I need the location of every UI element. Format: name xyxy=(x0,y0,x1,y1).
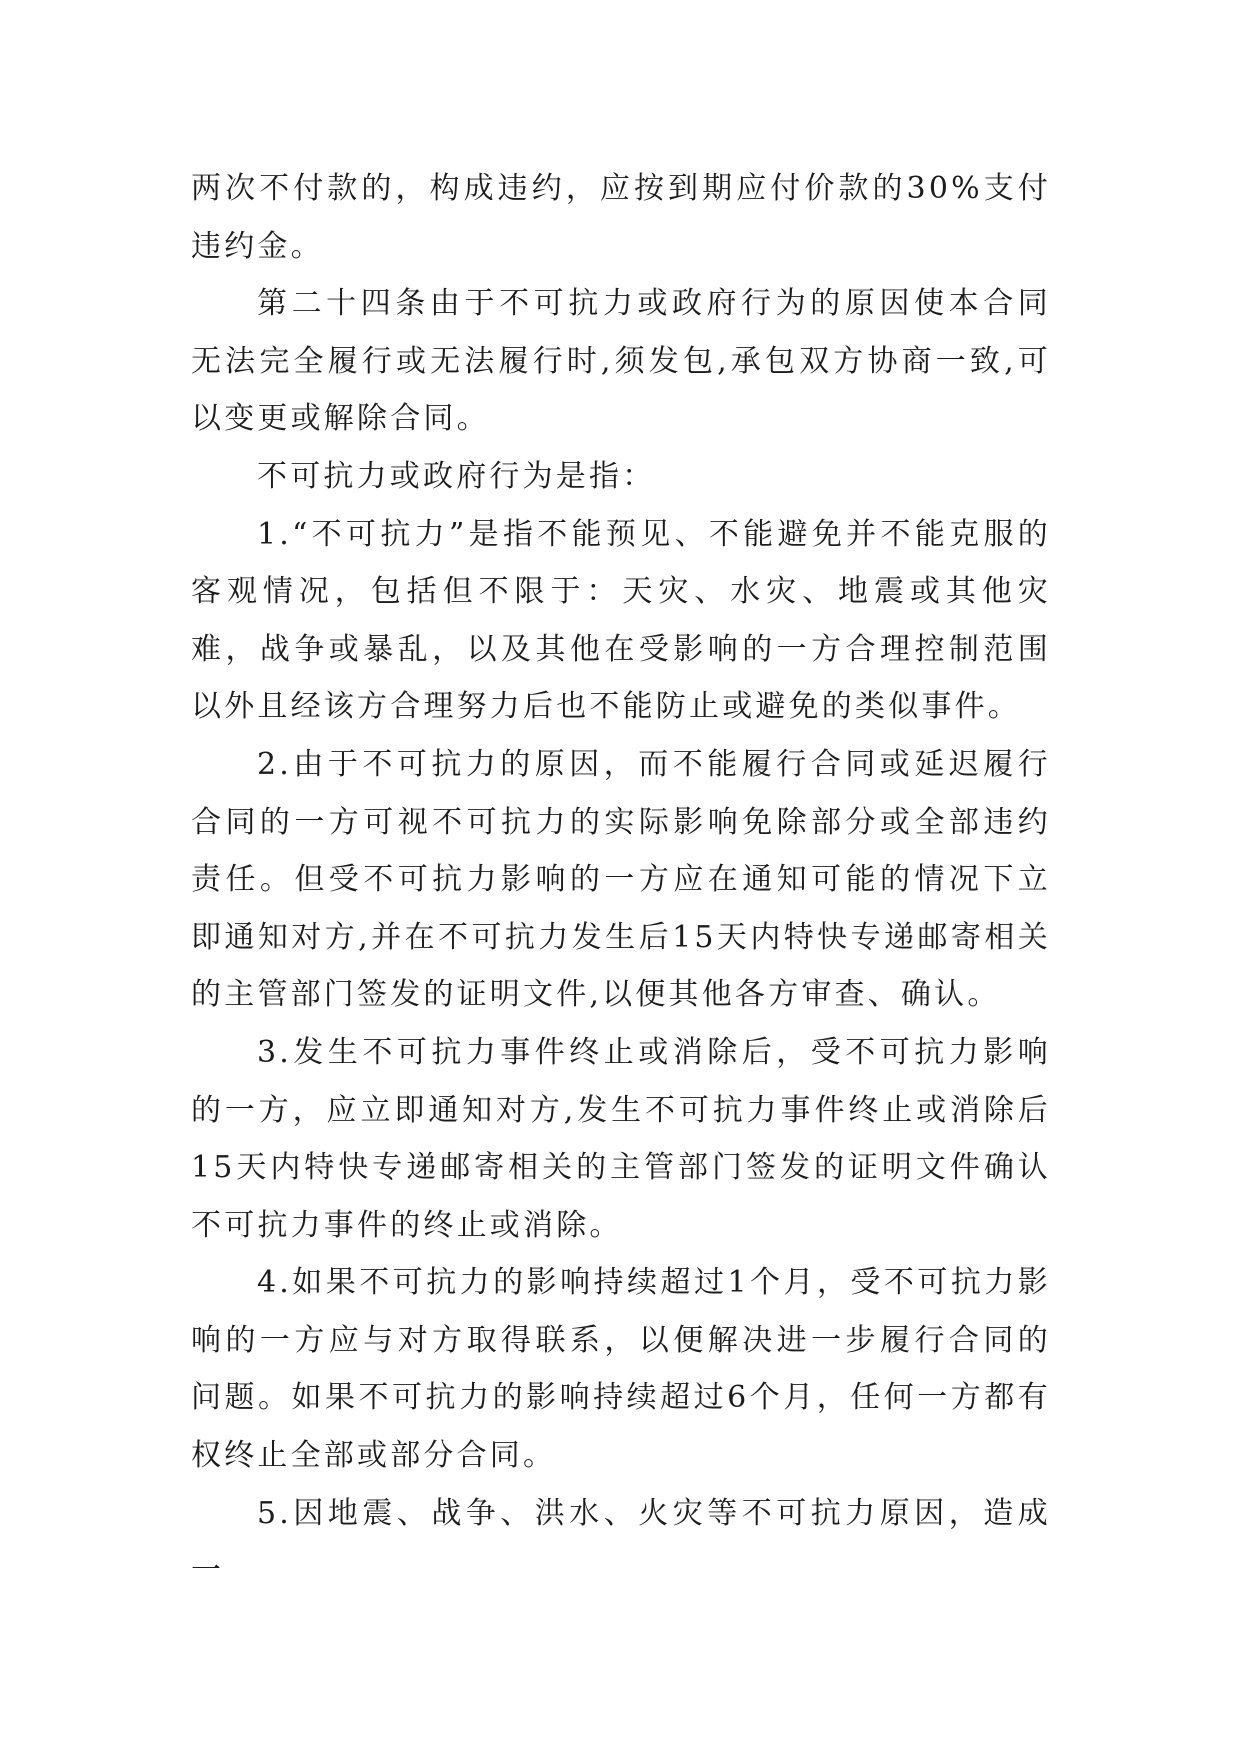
paragraph-item-2: 2.由于不可抗力的原因，而不能履行合同或延迟履行合同的一方可视不可抗力的实际影响免除部分或全部违约责任。但受不可抗力影响的一方应在通知可能的情况下立即通知对方,并在不可抗力发生后15天内特快专递邮寄相关的主管部门签发的证明文件,以便其他各方审查、确认。 xyxy=(191,746,1051,1013)
paragraph-item-5: 5.因地震、战争、洪水、火灾等不可抗力原因，造成一 xyxy=(191,1495,1051,1589)
paragraph-item-1: 1.“不可抗力”是指不能预见、不能避免并不能克服的客观情况，包括但不限于：天灾、水灾、地震或其他灾难，战争或暴乱，以及其他在受影响的一方合理控制范围以外且经该方合理努力后也不能防止或避免的类似事件。 xyxy=(191,516,1051,725)
paragraph-force-majeure-definition-intro: 不可抗力或政府行为是指： xyxy=(257,458,656,494)
paragraph-item-4: 4.如果不可抗力的影响持续超过1个月，受不可抗力影响的一方应与对方取得联系，以便解决进一步履行合同的问题。如果不可抗力的影响持续超过6个月，任何一方都有权终止全部或部分合同。 xyxy=(191,1265,1051,1474)
document-body xyxy=(191,160,1051,1600)
paragraph-item-3: 3.发生不可抗力事件终止或消除后，受不可抗力影响的一方，应立即通知对方,发生不可抗力事件终止或消除后15天内特快专递邮寄相关的主管部门签发的证明文件确认不可抗力事件的终止或消除。 xyxy=(191,1034,1051,1243)
paragraph-penalty-continuation: 两次不付款的，构成违约，应按到期应付价款的30%支付违约金。 xyxy=(191,171,1051,264)
paragraph-article-24: 第二十四条由于不可抗力或政府行为的原因使本合同无法完全履行或无法履行时,须发包,承包双方协商一致,可以变更或解除合同。 xyxy=(191,286,1051,437)
